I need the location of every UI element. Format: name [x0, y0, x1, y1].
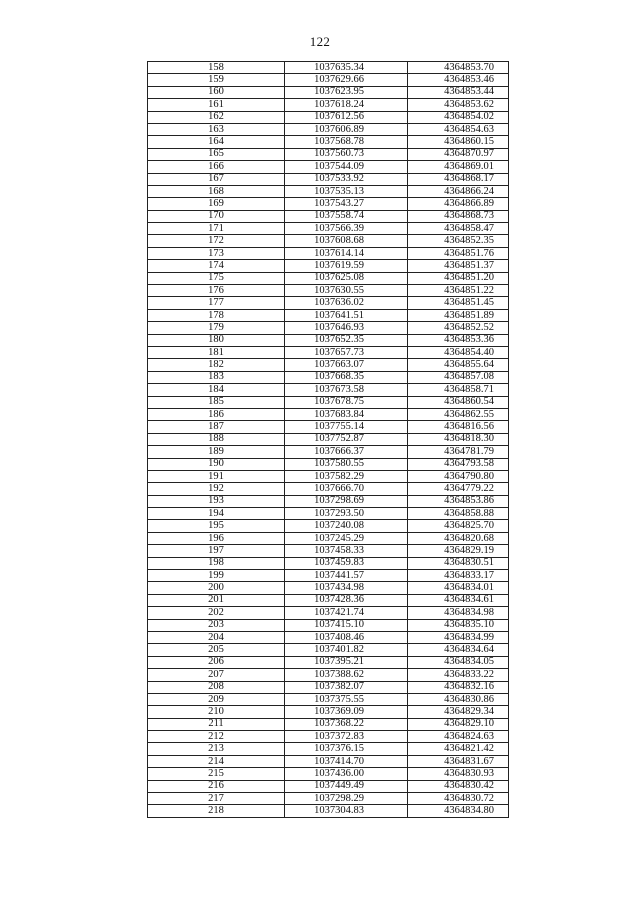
y-coordinate-cell: 4364854.63 — [408, 123, 509, 135]
point-number-cell: 170 — [148, 210, 285, 222]
point-number-cell: 202 — [148, 607, 285, 619]
table-row — [148, 148, 509, 160]
table-row — [148, 235, 509, 247]
table-row — [148, 508, 509, 520]
point-number-cell: 192 — [148, 483, 285, 495]
table-row — [148, 681, 509, 693]
point-number-cell: 183 — [148, 371, 285, 383]
y-coordinate-cell: 4364853.36 — [408, 334, 509, 346]
x-coordinate-cell: 1037630.55 — [285, 285, 408, 297]
y-coordinate-cell: 4364858.88 — [408, 508, 509, 520]
x-coordinate-cell: 1037382.07 — [285, 681, 408, 693]
point-number-cell: 190 — [148, 458, 285, 470]
x-coordinate-cell: 1037683.84 — [285, 408, 408, 420]
x-coordinate-cell: 1037568.78 — [285, 136, 408, 148]
y-coordinate-cell: 4364834.80 — [408, 805, 509, 817]
y-coordinate-cell: 4364833.17 — [408, 570, 509, 582]
table-row — [148, 483, 509, 495]
table-row — [148, 210, 509, 222]
y-coordinate-cell: 4364834.99 — [408, 631, 509, 643]
table-row — [148, 706, 509, 718]
point-number-cell: 209 — [148, 693, 285, 705]
x-coordinate-cell: 1037666.37 — [285, 446, 408, 458]
x-coordinate-cell: 1037375.55 — [285, 693, 408, 705]
y-coordinate-cell: 4364829.19 — [408, 545, 509, 557]
y-coordinate-cell: 4364830.42 — [408, 780, 509, 792]
point-number-cell: 167 — [148, 173, 285, 185]
table-row — [148, 99, 509, 111]
point-number-cell: 189 — [148, 446, 285, 458]
y-coordinate-cell: 4364854.02 — [408, 111, 509, 123]
point-number-cell: 179 — [148, 322, 285, 334]
table-row — [148, 693, 509, 705]
x-coordinate-cell: 1037755.14 — [285, 421, 408, 433]
table-row — [148, 570, 509, 582]
table-row — [148, 359, 509, 371]
point-number-cell: 203 — [148, 619, 285, 631]
point-number-cell: 176 — [148, 285, 285, 297]
point-number-cell: 207 — [148, 669, 285, 681]
y-coordinate-cell: 4364868.73 — [408, 210, 509, 222]
y-coordinate-cell: 4364853.86 — [408, 495, 509, 507]
table-row — [148, 582, 509, 594]
y-coordinate-cell: 4364829.10 — [408, 718, 509, 730]
point-number-cell: 171 — [148, 223, 285, 235]
point-number-cell: 168 — [148, 185, 285, 197]
x-coordinate-cell: 1037646.93 — [285, 322, 408, 334]
y-coordinate-cell: 4364851.20 — [408, 272, 509, 284]
x-coordinate-cell: 1037636.02 — [285, 297, 408, 309]
table-row — [148, 793, 509, 805]
x-coordinate-cell: 1037388.62 — [285, 669, 408, 681]
y-coordinate-cell: 4364858.71 — [408, 384, 509, 396]
table-row — [148, 260, 509, 272]
y-coordinate-cell: 4364851.89 — [408, 309, 509, 321]
x-coordinate-cell: 1037608.68 — [285, 235, 408, 247]
point-number-cell: 164 — [148, 136, 285, 148]
table-row — [148, 607, 509, 619]
table-row — [148, 272, 509, 284]
y-coordinate-cell: 4364853.46 — [408, 74, 509, 86]
table-row — [148, 285, 509, 297]
y-coordinate-cell: 4364824.63 — [408, 731, 509, 743]
y-coordinate-cell: 4364793.58 — [408, 458, 509, 470]
y-coordinate-cell: 4364860.15 — [408, 136, 509, 148]
y-coordinate-cell: 4364858.47 — [408, 223, 509, 235]
x-coordinate-cell: 1037458.33 — [285, 545, 408, 557]
y-coordinate-cell: 4364866.24 — [408, 185, 509, 197]
point-number-cell: 204 — [148, 631, 285, 643]
y-coordinate-cell: 4364830.51 — [408, 557, 509, 569]
point-number-cell: 181 — [148, 346, 285, 358]
point-number-cell: 217 — [148, 793, 285, 805]
y-coordinate-cell: 4364818.30 — [408, 433, 509, 445]
point-number-cell: 215 — [148, 768, 285, 780]
point-number-cell: 218 — [148, 805, 285, 817]
point-number-cell: 158 — [148, 62, 285, 74]
y-coordinate-cell: 4364853.70 — [408, 62, 509, 74]
point-number-cell: 177 — [148, 297, 285, 309]
y-coordinate-cell: 4364830.93 — [408, 768, 509, 780]
table-row — [148, 223, 509, 235]
point-number-cell: 201 — [148, 594, 285, 606]
x-coordinate-cell: 1037535.13 — [285, 185, 408, 197]
table-row — [148, 433, 509, 445]
x-coordinate-cell: 1037245.29 — [285, 532, 408, 544]
x-coordinate-cell: 1037666.70 — [285, 483, 408, 495]
table-row — [148, 297, 509, 309]
y-coordinate-cell: 4364835.10 — [408, 619, 509, 631]
point-number-cell: 173 — [148, 247, 285, 259]
x-coordinate-cell: 1037612.56 — [285, 111, 408, 123]
y-coordinate-cell: 4364862.55 — [408, 408, 509, 420]
x-coordinate-cell: 1037623.95 — [285, 86, 408, 98]
x-coordinate-cell: 1037376.15 — [285, 743, 408, 755]
y-coordinate-cell: 4364832.16 — [408, 681, 509, 693]
y-coordinate-cell: 4364866.89 — [408, 198, 509, 210]
x-coordinate-cell: 1037401.82 — [285, 644, 408, 656]
x-coordinate-cell: 1037668.35 — [285, 371, 408, 383]
table-row — [148, 495, 509, 507]
point-number-cell: 182 — [148, 359, 285, 371]
point-number-cell: 198 — [148, 557, 285, 569]
x-coordinate-cell: 1037414.70 — [285, 755, 408, 767]
x-coordinate-cell: 1037657.73 — [285, 346, 408, 358]
table-row — [148, 123, 509, 135]
point-number-cell: 195 — [148, 520, 285, 532]
y-coordinate-cell: 4364825.70 — [408, 520, 509, 532]
y-coordinate-cell: 4364833.22 — [408, 669, 509, 681]
point-number-cell: 193 — [148, 495, 285, 507]
x-coordinate-cell: 1037580.55 — [285, 458, 408, 470]
y-coordinate-cell: 4364834.64 — [408, 644, 509, 656]
y-coordinate-cell: 4364851.45 — [408, 297, 509, 309]
x-coordinate-cell: 1037415.10 — [285, 619, 408, 631]
y-coordinate-cell: 4364831.67 — [408, 755, 509, 767]
x-coordinate-cell: 1037434.98 — [285, 582, 408, 594]
y-coordinate-cell: 4364821.42 — [408, 743, 509, 755]
table-row — [148, 111, 509, 123]
y-coordinate-cell: 4364852.52 — [408, 322, 509, 334]
point-number-cell: 184 — [148, 384, 285, 396]
point-number-cell: 187 — [148, 421, 285, 433]
point-number-cell: 212 — [148, 731, 285, 743]
x-coordinate-cell: 1037614.14 — [285, 247, 408, 259]
y-coordinate-cell: 4364834.01 — [408, 582, 509, 594]
table-row — [148, 384, 509, 396]
point-number-cell: 185 — [148, 396, 285, 408]
table-row — [148, 185, 509, 197]
table-row — [148, 743, 509, 755]
table-row — [148, 532, 509, 544]
table-row — [148, 557, 509, 569]
point-number-cell: 174 — [148, 260, 285, 272]
y-coordinate-cell: 4364829.34 — [408, 706, 509, 718]
point-number-cell: 163 — [148, 123, 285, 135]
y-coordinate-cell: 4364834.98 — [408, 607, 509, 619]
x-coordinate-cell: 1037673.58 — [285, 384, 408, 396]
y-coordinate-cell: 4364868.17 — [408, 173, 509, 185]
table-row — [148, 247, 509, 259]
table-row — [148, 780, 509, 792]
point-number-cell: 161 — [148, 99, 285, 111]
table-row — [148, 371, 509, 383]
x-coordinate-cell: 1037544.09 — [285, 161, 408, 173]
x-coordinate-cell: 1037678.75 — [285, 396, 408, 408]
table-row — [148, 421, 509, 433]
point-number-cell: 214 — [148, 755, 285, 767]
table-row — [148, 768, 509, 780]
table-row — [148, 520, 509, 532]
point-number-cell: 180 — [148, 334, 285, 346]
x-coordinate-cell: 1037449.49 — [285, 780, 408, 792]
table-row — [148, 346, 509, 358]
y-coordinate-cell: 4364834.61 — [408, 594, 509, 606]
x-coordinate-cell: 1037606.89 — [285, 123, 408, 135]
x-coordinate-cell: 1037372.83 — [285, 731, 408, 743]
point-number-cell: 160 — [148, 86, 285, 98]
x-coordinate-cell: 1037293.50 — [285, 508, 408, 520]
table-row — [148, 173, 509, 185]
point-number-cell: 200 — [148, 582, 285, 594]
table-row — [148, 594, 509, 606]
point-number-cell: 178 — [148, 309, 285, 321]
x-coordinate-cell: 1037663.07 — [285, 359, 408, 371]
x-coordinate-cell: 1037304.83 — [285, 805, 408, 817]
table-row — [148, 545, 509, 557]
table-row — [148, 161, 509, 173]
coordinates-table-body — [148, 62, 509, 818]
table-row — [148, 669, 509, 681]
x-coordinate-cell: 1037298.69 — [285, 495, 408, 507]
y-coordinate-cell: 4364852.35 — [408, 235, 509, 247]
table-row — [148, 458, 509, 470]
y-coordinate-cell: 4364851.76 — [408, 247, 509, 259]
point-number-cell: 211 — [148, 718, 285, 730]
y-coordinate-cell: 4364870.97 — [408, 148, 509, 160]
table-row — [148, 656, 509, 668]
table-row — [148, 731, 509, 743]
table-row — [148, 408, 509, 420]
x-coordinate-cell: 1037441.57 — [285, 570, 408, 582]
point-number-cell: 194 — [148, 508, 285, 520]
x-coordinate-cell: 1037459.83 — [285, 557, 408, 569]
table-row — [148, 86, 509, 98]
y-coordinate-cell: 4364816.56 — [408, 421, 509, 433]
point-number-cell: 197 — [148, 545, 285, 557]
y-coordinate-cell: 4364851.22 — [408, 285, 509, 297]
table-row — [148, 62, 509, 74]
x-coordinate-cell: 1037629.66 — [285, 74, 408, 86]
y-coordinate-cell: 4364779.22 — [408, 483, 509, 495]
y-coordinate-cell: 4364857.08 — [408, 371, 509, 383]
x-coordinate-cell: 1037582.29 — [285, 470, 408, 482]
x-coordinate-cell: 1037635.34 — [285, 62, 408, 74]
point-number-cell: 172 — [148, 235, 285, 247]
table-row — [148, 309, 509, 321]
point-number-cell: 205 — [148, 644, 285, 656]
point-number-cell: 191 — [148, 470, 285, 482]
table-row — [148, 755, 509, 767]
y-coordinate-cell: 4364855.64 — [408, 359, 509, 371]
point-number-cell: 165 — [148, 148, 285, 160]
y-coordinate-cell: 4364834.05 — [408, 656, 509, 668]
y-coordinate-cell: 4364830.72 — [408, 793, 509, 805]
x-coordinate-cell: 1037395.21 — [285, 656, 408, 668]
x-coordinate-cell: 1037369.09 — [285, 706, 408, 718]
table-row — [148, 631, 509, 643]
table-row — [148, 74, 509, 86]
x-coordinate-cell: 1037298.29 — [285, 793, 408, 805]
point-number-cell: 199 — [148, 570, 285, 582]
x-coordinate-cell: 1037240.08 — [285, 520, 408, 532]
y-coordinate-cell: 4364851.37 — [408, 260, 509, 272]
y-coordinate-cell: 4364781.79 — [408, 446, 509, 458]
x-coordinate-cell: 1037436.00 — [285, 768, 408, 780]
point-number-cell: 188 — [148, 433, 285, 445]
x-coordinate-cell: 1037533.92 — [285, 173, 408, 185]
y-coordinate-cell: 4364820.68 — [408, 532, 509, 544]
point-number-cell: 186 — [148, 408, 285, 420]
point-number-cell: 175 — [148, 272, 285, 284]
x-coordinate-cell: 1037652.35 — [285, 334, 408, 346]
x-coordinate-cell: 1037543.27 — [285, 198, 408, 210]
point-number-cell: 216 — [148, 780, 285, 792]
x-coordinate-cell: 1037625.08 — [285, 272, 408, 284]
table-row — [148, 446, 509, 458]
table-row — [148, 718, 509, 730]
table-row — [148, 470, 509, 482]
x-coordinate-cell: 1037421.74 — [285, 607, 408, 619]
x-coordinate-cell: 1037566.39 — [285, 223, 408, 235]
y-coordinate-cell: 4364860.54 — [408, 396, 509, 408]
y-coordinate-cell: 4364830.86 — [408, 693, 509, 705]
table-row — [148, 198, 509, 210]
table-row — [148, 805, 509, 817]
coordinates-table — [147, 61, 509, 818]
point-number-cell: 213 — [148, 743, 285, 755]
x-coordinate-cell: 1037641.51 — [285, 309, 408, 321]
x-coordinate-cell: 1037368.22 — [285, 718, 408, 730]
x-coordinate-cell: 1037560.73 — [285, 148, 408, 160]
table-row — [148, 136, 509, 148]
y-coordinate-cell: 4364853.62 — [408, 99, 509, 111]
page-number: 122 — [309, 34, 331, 49]
point-number-cell: 159 — [148, 74, 285, 86]
point-number-cell: 206 — [148, 656, 285, 668]
table-row — [148, 396, 509, 408]
y-coordinate-cell: 4364790.80 — [408, 470, 509, 482]
y-coordinate-cell: 4364853.44 — [408, 86, 509, 98]
x-coordinate-cell: 1037428.36 — [285, 594, 408, 606]
table-row — [148, 644, 509, 656]
x-coordinate-cell: 1037618.24 — [285, 99, 408, 111]
table-row — [148, 619, 509, 631]
table-row — [148, 334, 509, 346]
point-number-cell: 210 — [148, 706, 285, 718]
x-coordinate-cell: 1037752.87 — [285, 433, 408, 445]
point-number-cell: 162 — [148, 111, 285, 123]
x-coordinate-cell: 1037558.74 — [285, 210, 408, 222]
x-coordinate-cell: 1037619.59 — [285, 260, 408, 272]
table-row — [148, 322, 509, 334]
point-number-cell: 166 — [148, 161, 285, 173]
y-coordinate-cell: 4364869.01 — [408, 161, 509, 173]
x-coordinate-cell: 1037408.46 — [285, 631, 408, 643]
point-number-cell: 208 — [148, 681, 285, 693]
y-coordinate-cell: 4364854.40 — [408, 346, 509, 358]
point-number-cell: 196 — [148, 532, 285, 544]
point-number-cell: 169 — [148, 198, 285, 210]
